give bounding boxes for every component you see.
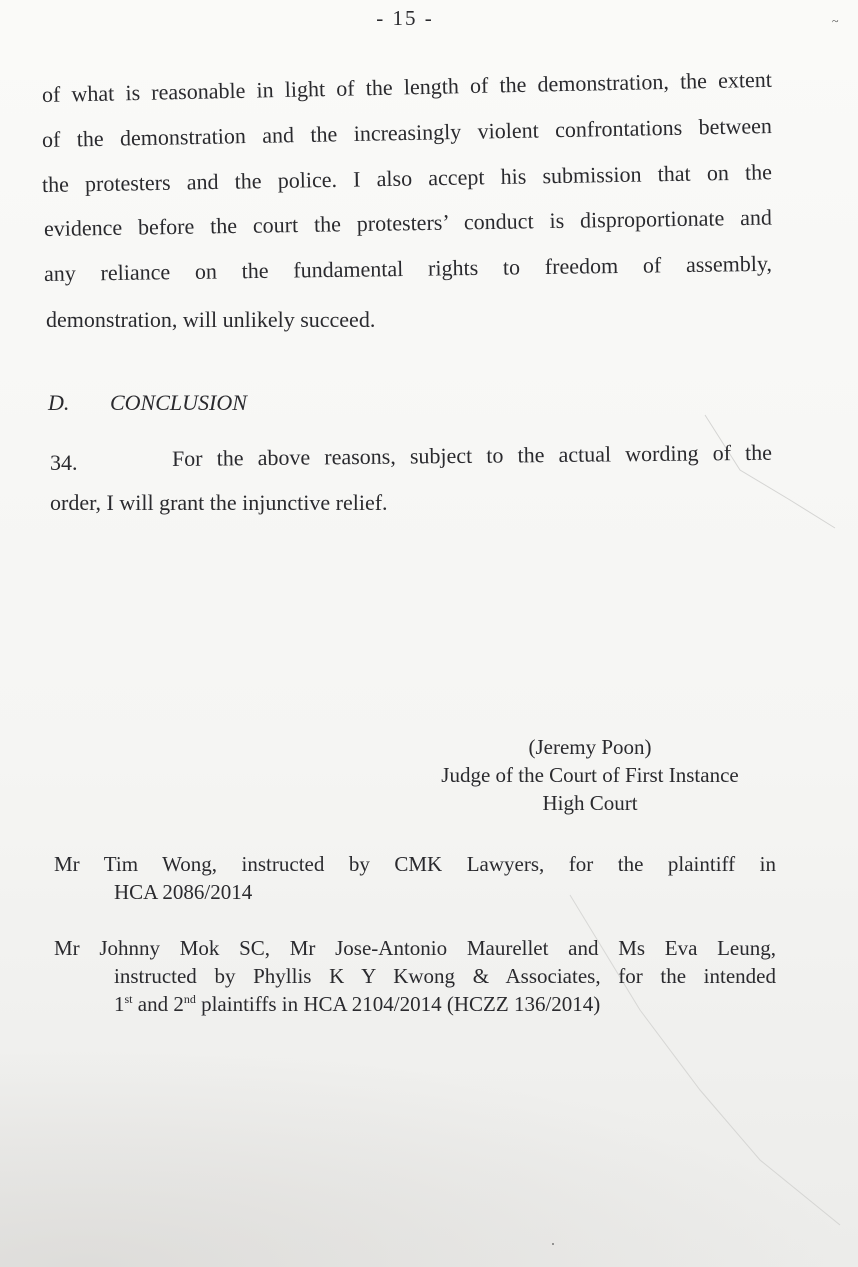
bottom-shadow — [0, 1047, 858, 1267]
body-line-4: evidence before the court the protesters’ conduct is disproportionate and — [43, 204, 773, 241]
body-line-3: the protesters and the police. I also accept his submission that on the — [41, 159, 773, 197]
body-line-6: demonstration, will unlikely succeed. — [46, 307, 376, 332]
section-heading — [48, 390, 247, 416]
ordinal-2-suffix: nd — [183, 992, 196, 1006]
pen-dot — [552, 1243, 554, 1245]
paragraph-34-line-1: For the above reasons, subject to the actual wording of the — [171, 439, 773, 471]
signature-name: (Jeremy Poon) — [528, 735, 652, 759]
signature-title: Judge of the Court of First Instance — [441, 763, 739, 787]
paragraph-34-line-2: order, I will grant the injunctive relief. — [50, 490, 388, 515]
body-line-5: any reliance on the fundamental rights to freedom of assembly, — [43, 250, 773, 286]
corner-mark: ~ — [832, 14, 839, 28]
counsel-2-line-1: Mr Johnny Mok SC, Mr Jose-Antonio Maurellet and Ms Eva Leung, — [54, 936, 776, 960]
body-line-1: of what is reasonable in light of the length of the demonstration, the extent — [41, 66, 773, 107]
signature-court: High Court — [542, 791, 638, 815]
counsel-2-line-2: instructed by Phyllis K Y Kwong & Associates, for the intended — [114, 964, 776, 988]
and-text: and 2 — [132, 992, 184, 1016]
ordinal-1-suffix: st — [124, 992, 133, 1006]
section-title: CONCLUSION — [110, 390, 247, 415]
section-letter: D. — [48, 390, 70, 415]
body-line-2: of the demonstration and the increasingly violent confrontations between — [41, 112, 773, 152]
ordinal-1: 1 — [114, 992, 125, 1016]
counsel-1-line-1: Mr Tim Wong, instructed by CMK Lawyers, for the plaintiff in — [54, 852, 776, 876]
counsel-1-line-2: HCA 2086/2014 — [114, 880, 253, 904]
counsel-2-line-3 — [54, 990, 776, 1018]
page-number: - 15 - — [376, 6, 434, 30]
counsel-entry-1 — [54, 850, 776, 906]
counsel-2-tail: plaintiffs in HCA 2104/2014 (HCZZ 136/2014) — [195, 992, 601, 1016]
paragraph-number: 34. — [50, 450, 78, 475]
counsel-entry-2 — [54, 934, 776, 1018]
